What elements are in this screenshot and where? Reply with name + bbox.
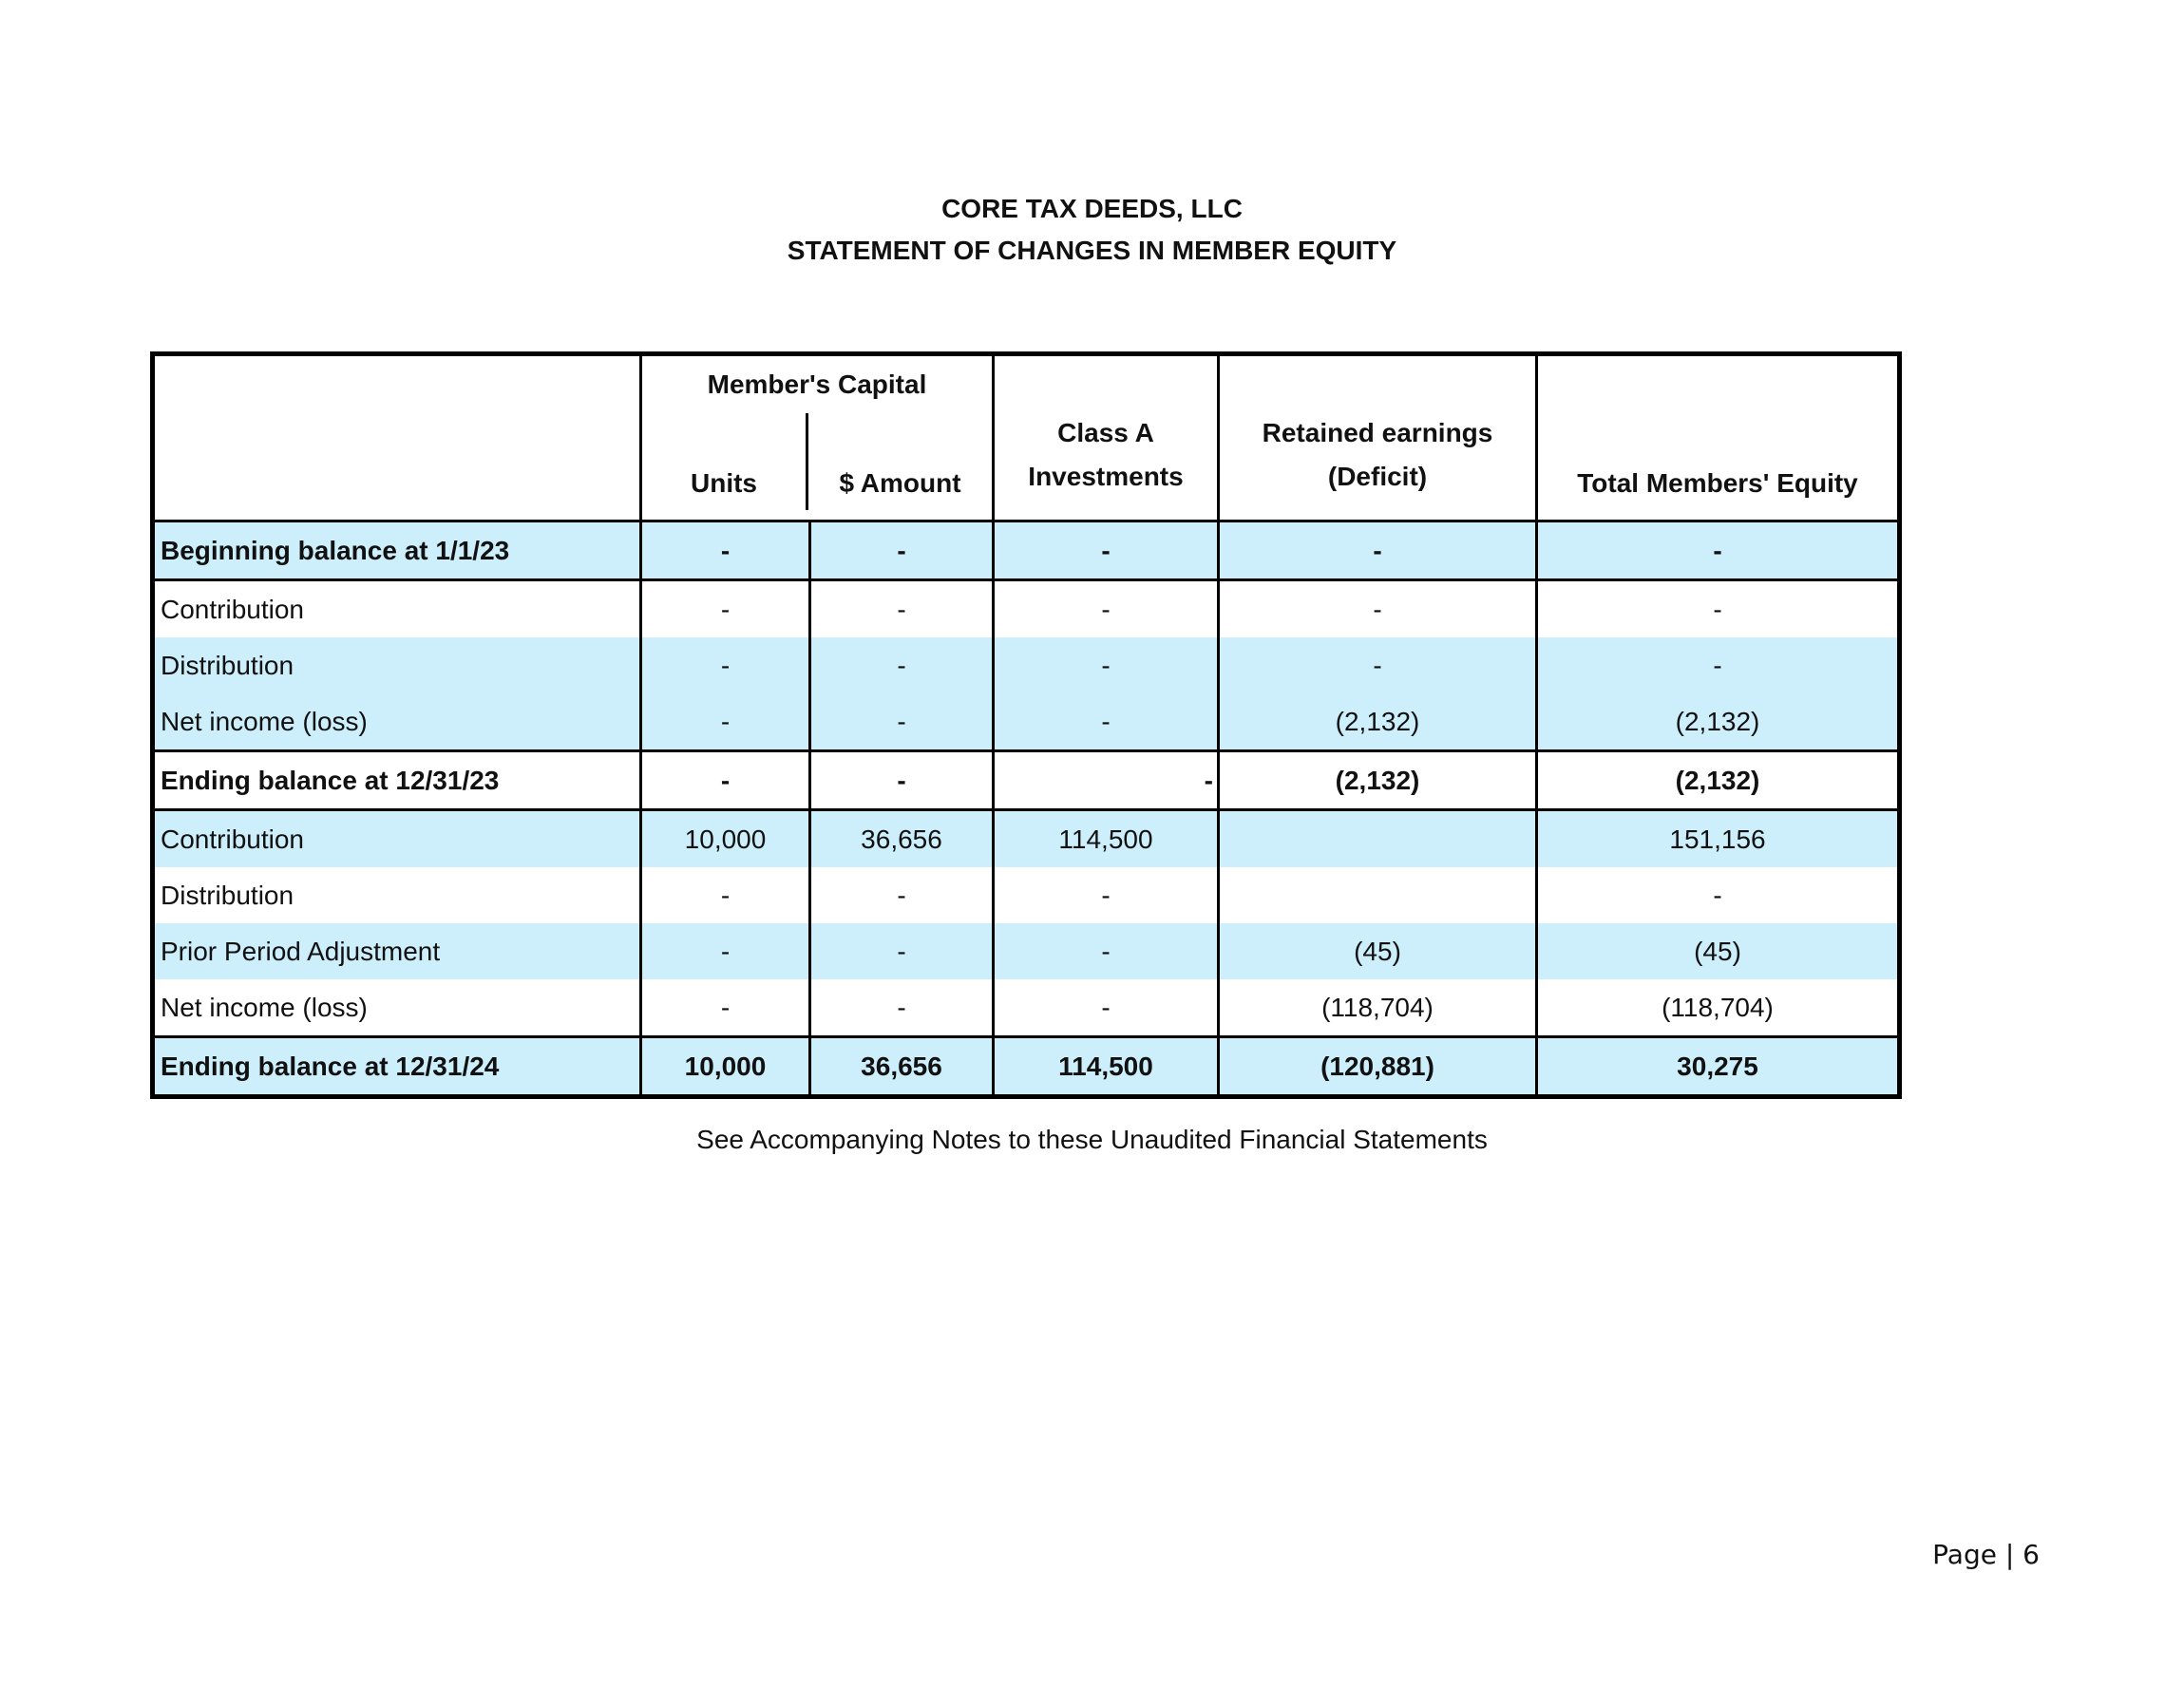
retained-cell: -: [1219, 521, 1537, 580]
class-a-cell: -: [994, 923, 1219, 979]
units-cell: -: [641, 751, 810, 810]
page-number: Page | 6: [1932, 1539, 2040, 1570]
amount-cell: -: [810, 979, 994, 1037]
units-cell: -: [641, 693, 810, 751]
class-a-cell: -: [994, 521, 1219, 580]
table-header-row: [153, 354, 1900, 521]
class-a-cell: -: [994, 693, 1219, 751]
table-row: [153, 923, 1900, 979]
row-label: Ending balance at 12/31/23: [153, 751, 641, 810]
total-cell: -: [1537, 580, 1900, 638]
total-cell: (118,704): [1537, 979, 1900, 1037]
document-title: [0, 188, 2184, 272]
units-header: Units: [691, 468, 757, 498]
table-row: [153, 521, 1900, 580]
amount-cell: -: [810, 580, 994, 638]
total-cell: (45): [1537, 923, 1900, 979]
retained-cell: (45): [1219, 923, 1537, 979]
class-a-cell: -: [994, 580, 1219, 638]
class-a-cell: 114,500: [994, 810, 1219, 868]
amount-cell: 36,656: [810, 810, 994, 868]
retained-header-line2: (Deficit): [1327, 462, 1428, 491]
units-cell: -: [641, 923, 810, 979]
total-cell: -: [1537, 867, 1900, 923]
retained-cell: -: [1219, 637, 1537, 693]
row-label: Contribution: [153, 580, 641, 638]
table-row: [153, 979, 1900, 1037]
table-row: [153, 693, 1900, 751]
amount-cell: -: [810, 693, 994, 751]
units-cell: 10,000: [641, 810, 810, 868]
members-capital-header: [641, 354, 994, 521]
table-row: [153, 810, 1900, 868]
statement-title: STATEMENT OF CHANGES IN MEMBER EQUITY: [787, 236, 1397, 265]
row-label: Net income (loss): [153, 979, 641, 1037]
table-row: [153, 637, 1900, 693]
amount-cell: -: [810, 751, 994, 810]
total-cell: (2,132): [1537, 693, 1900, 751]
retained-cell: (120,881): [1219, 1037, 1537, 1097]
retained-cell: [1219, 810, 1537, 868]
class-a-header-line2: Investments: [1028, 462, 1184, 491]
equity-table: [150, 351, 1902, 1099]
retained-cell: (118,704): [1219, 979, 1537, 1037]
retained-cell: -: [1219, 580, 1537, 638]
amount-header: $ Amount: [839, 468, 961, 498]
row-label: Prior Period Adjustment: [153, 923, 641, 979]
company-name: CORE TAX DEEDS, LLC: [941, 194, 1243, 223]
retained-earnings-header: [1219, 354, 1537, 521]
row-label: Beginning balance at 1/1/23: [153, 521, 641, 580]
amount-cell: -: [810, 521, 994, 580]
amount-cell: 36,656: [810, 1037, 994, 1097]
members-capital-title: Member's Capital: [707, 370, 927, 399]
units-cell: -: [641, 979, 810, 1037]
header-blank: [153, 354, 641, 521]
class-a-cell: -: [994, 637, 1219, 693]
total-cell: -: [1537, 521, 1900, 580]
class-a-header-line1: Class A: [1057, 418, 1154, 447]
footnote: See Accompanying Notes to these Unaudited Financial Statements: [696, 1125, 1488, 1154]
total-cell: -: [1537, 637, 1900, 693]
total-cell: (2,132): [1537, 751, 1900, 810]
retained-cell: [1219, 867, 1537, 923]
units-cell: 10,000: [641, 1037, 810, 1097]
table-row: [153, 580, 1900, 638]
table-row: [153, 1037, 1900, 1097]
row-label: Distribution: [153, 867, 641, 923]
row-label: Distribution: [153, 637, 641, 693]
units-cell: -: [641, 580, 810, 638]
total-cell: 151,156: [1537, 810, 1900, 868]
retained-cell: (2,132): [1219, 693, 1537, 751]
class-a-cell: 114,500: [994, 1037, 1219, 1097]
table-row: [153, 867, 1900, 923]
class-a-header: [994, 354, 1219, 521]
class-a-cell: -: [994, 751, 1219, 810]
row-label: Contribution: [153, 810, 641, 868]
class-a-cell: -: [994, 867, 1219, 923]
total-equity-header: [1537, 354, 1900, 521]
table-row: [153, 751, 1900, 810]
class-a-cell: -: [994, 979, 1219, 1037]
row-label: Net income (loss): [153, 693, 641, 751]
row-label: Ending balance at 12/31/24: [153, 1037, 641, 1097]
retained-header-line1: Retained earnings: [1262, 418, 1493, 447]
amount-cell: -: [810, 637, 994, 693]
amount-cell: -: [810, 867, 994, 923]
units-cell: -: [641, 637, 810, 693]
total-header-label: Total Members' Equity: [1577, 468, 1858, 498]
units-cell: -: [641, 521, 810, 580]
units-cell: -: [641, 867, 810, 923]
amount-cell: -: [810, 923, 994, 979]
retained-cell: (2,132): [1219, 751, 1537, 810]
total-cell: 30,275: [1537, 1037, 1900, 1097]
